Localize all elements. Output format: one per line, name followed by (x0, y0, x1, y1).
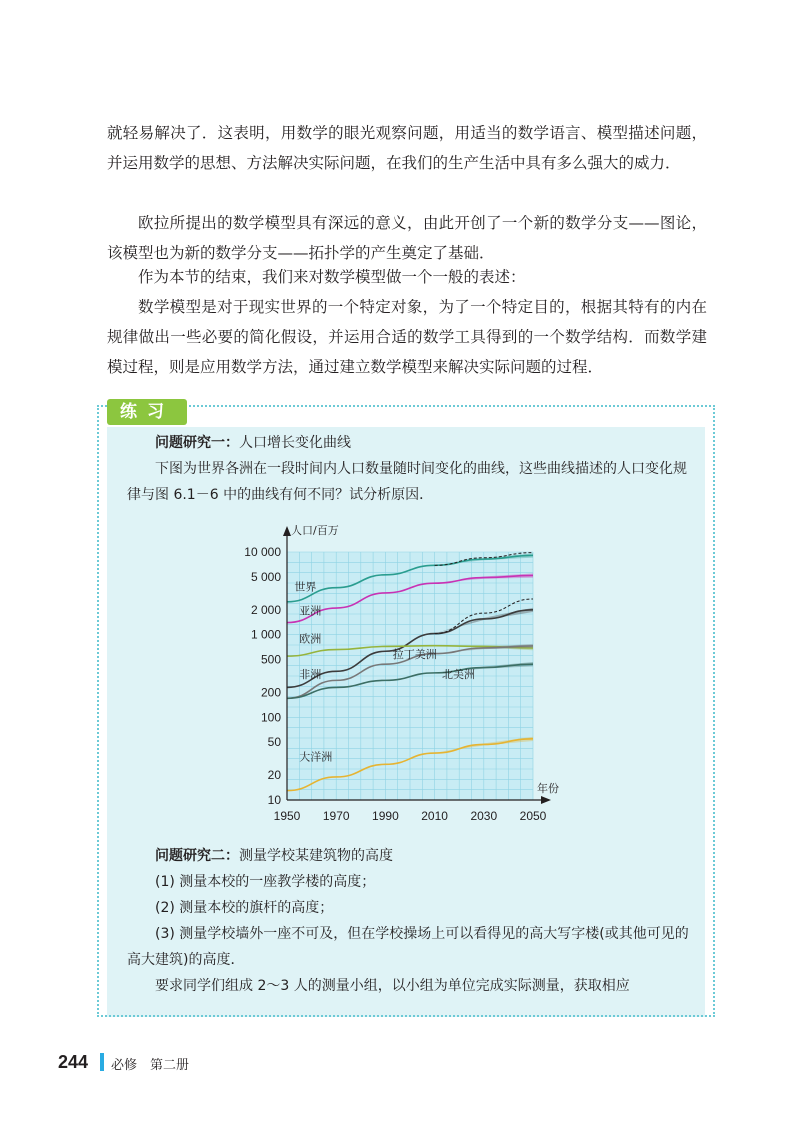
series-name-label: 北美洲 (441, 667, 475, 681)
y-tick-label: 2 000 (250, 602, 281, 617)
x-tick-label: 2010 (421, 809, 448, 823)
paragraph-4: 数学模型是对于现实世界的一个特定对象，为了一个特定目的，根据其特有的内在规律做出一些必要的简化假设，并运用合适的数学工具得到的一个数学结构．而数学建模过程，则是应用数学方法，通过建立数学模型来解决实际问题的过程． (107, 298, 707, 376)
q1-subject: 人口增长变化曲线 (239, 435, 351, 451)
y-tick-label: 500 (260, 652, 281, 667)
y-tick-label: 10 (267, 793, 281, 807)
y-tick-label: 50 (267, 735, 281, 750)
x-tick-label: 2030 (470, 809, 498, 823)
footer-accent-bar (100, 1053, 104, 1071)
q2-title: 问题研究二： (155, 848, 239, 864)
paragraph-1: 就轻易解决了．这表明，用数学的眼光观察问题，用适当的数学语言、模型描述问题，并运用数学的思想、方法解决实际问题，在我们的生产生活中具有多么强大的威力． (107, 124, 707, 172)
x-tick-label: 1950 (273, 809, 301, 823)
y-tick-label: 100 (260, 710, 281, 725)
q2-subject: 测量学校某建筑物的高度 (239, 848, 393, 864)
exercise-tab: 练习 (107, 399, 187, 425)
series-name-label: 世界 (294, 580, 317, 594)
y-axis-label: 人口/百万 (291, 524, 339, 537)
book-title: 必修 第二册 (111, 1058, 190, 1073)
x-tick-label: 2050 (519, 809, 547, 823)
x-tick-label: 1990 (372, 809, 399, 823)
y-tick-label: 200 (260, 685, 281, 700)
paragraph-2: 欧拉所提出的数学模型具有深远的意义，由此开创了一个新的数学分支——图论，该模型也为新的数学分支——拓扑学的产生奠定了基础． (107, 214, 707, 262)
y-tick-label: 20 (267, 768, 281, 783)
page-number: 244 (58, 1052, 89, 1072)
series-name-label: 大洋洲 (299, 750, 333, 764)
x-axis-label: 年份 (537, 782, 559, 795)
series-name-label: 拉丁美洲 (392, 648, 437, 662)
y-tick-label: 10 000 (244, 545, 281, 559)
q1-title: 问题研究一： (155, 435, 239, 451)
x-axis-arrow (541, 796, 551, 804)
y-tick-label: 1 000 (250, 627, 281, 642)
paragraph-3: 作为本节的结束，我们来对数学模型做一个一般的表述： (138, 268, 526, 286)
q2-item-3: (3) 测量学校墙外一座不可及，但在学校操场上可以看得见的高大写字楼(或其他可见的高大建筑)的高度． (127, 926, 689, 968)
q1-body: 下图为世界各洲在一段时间内人口数量随时间变化的曲线，这些曲线描述的人口变化规律与图 6.1－6 中的曲线有何不同？试分析原因． (127, 461, 687, 503)
q2-heading (155, 843, 727, 869)
q1-heading (155, 430, 727, 456)
series-name-label: 非洲 (299, 667, 322, 681)
q2-item-1: (1) 测量本校的一座教学楼的高度； (155, 874, 376, 890)
y-tick-label: 5 000 (250, 569, 281, 584)
q2-item-2: (2) 测量本校的旗杆的高度； (155, 900, 334, 916)
q2-item-4: 要求同学们组成 2～3 人的测量小组，以小组为单位完成实际测量，获取相应 (155, 978, 630, 994)
population-chart (225, 520, 559, 825)
x-tick-label: 1970 (322, 809, 350, 823)
y-axis-arrow (283, 526, 291, 536)
series-name-label: 亚洲 (299, 604, 322, 618)
series-name-label: 欧洲 (299, 632, 322, 646)
